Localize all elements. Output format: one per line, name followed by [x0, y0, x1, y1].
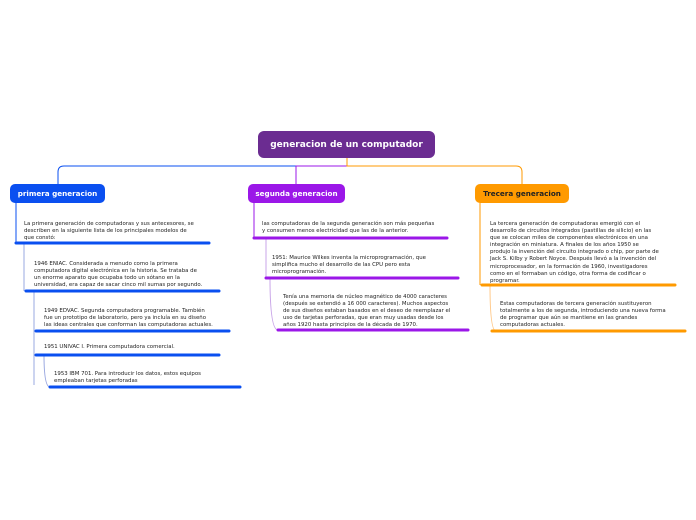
branch-primera-generacion[interactable]: primera generacion — [10, 184, 105, 203]
subtopic-ibm-701[interactable]: 1953 IBM 701. Para introducir los datos, estos equipos empleaban tarjetas perforadas — [54, 371, 201, 385]
subtopic-memoria-magnetica[interactable]: Tenía una memoria de núcleo magnético de 4000 caracteres (después se extendió a 16 000 caracteres). Muchos aspectos de sus diseños estaban basados en el deseo de reemplazar el uso de tarjetas perforadas, que eran muy usadas desde los años 1920 hasta principios de la década de 1970. — [283, 294, 451, 329]
branch-tercera-generacion[interactable]: Trecera generacion — [475, 184, 569, 203]
branch-segunda-generacion[interactable]: segunda generacion — [248, 184, 345, 203]
connector-root-tercera — [347, 158, 522, 184]
root-topic[interactable]: generacion de un computador — [258, 131, 435, 158]
subtopic-tercera-intro[interactable]: La tercera generación de computadoras emergió con el desarrollo de circuitos integrados (pastillas de silicio) en las que se colocan miles de componentes electrónicos en una integración en miniatura. A finales de los años 1950 se produjo la invención del circuito integrado o chip, por parte de Jack S. Kilby y Robert Noyce. Después llevó a la invención del microprocesador, en la formación de 1960, investigadores como en el formaban un código, otra forma de codificar o programar. — [490, 221, 659, 284]
subtopic-edvac[interactable]: 1949 EDVAC. Segunda computadora programable. También fue un prototipo de laboratorio, pero ya incluía en su diseño las ideas centrales que conforman las computadoras actuales. — [44, 308, 213, 329]
subtopic-tercera-sustitucion[interactable]: Estas computadoras de tercera generación sustituyeron totalmente a los de segunda, introduciendo una nueva forma de programar que aún se mantiene en las grandes computadoras actuales. — [500, 301, 666, 329]
subtopic-primera-intro[interactable]: La primera generación de computadoras y sus antecesores, se describen en la siguiente lista de los principales modelos de que constó: — [24, 221, 194, 242]
subtopic-segunda-intro[interactable]: las computadoras de la segunda generación son más pequeñas y consumen menos electricidad que las de la anterior. — [262, 221, 435, 235]
subtopic-microprogramacion[interactable]: 1951: Maurice Wilkes inventa la microprogramación, que simplifica mucho el desarrollo de las CPU pero esta microprogramación. — [272, 255, 426, 276]
subtopic-eniac[interactable]: 1946 ENIAC. Considerada a menudo como la primera computadora digital electrónica en la historia. Se trataba de un enorme aparato que ocupaba todo un sótano en la universidad, era capaz de sacar cinco mil sumas por segundo. — [34, 261, 203, 289]
subtopic-univac[interactable]: 1951 UNIVAC I. Primera computadora comercial. — [44, 344, 175, 350]
connector-root-primera — [58, 158, 347, 184]
connector-root-segunda — [296, 158, 347, 184]
